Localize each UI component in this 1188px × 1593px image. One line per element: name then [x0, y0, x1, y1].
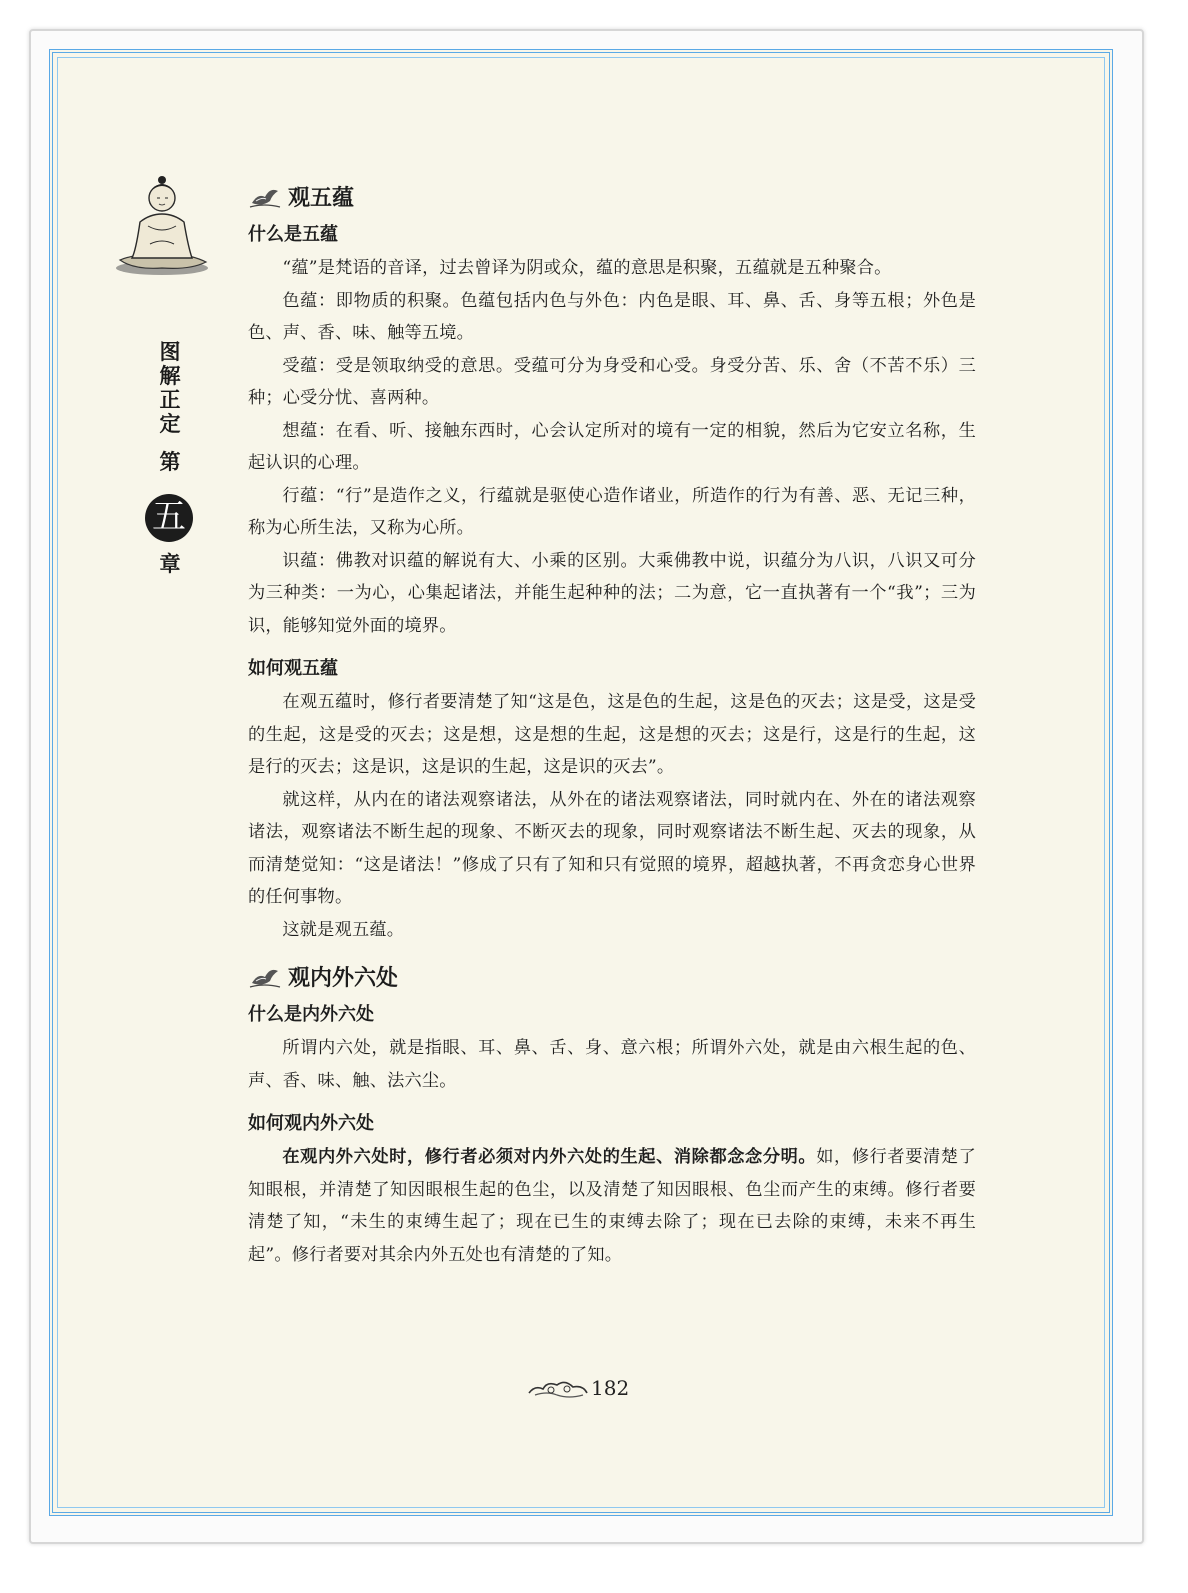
buddha-illustration-icon: [110, 160, 214, 278]
paragraph: 色蕴：即物质的积聚。色蕴包括内色与外色：内色是眼、耳、鼻、舌、身等五根；外色是色、声、香、味、触等五境。: [248, 290, 976, 343]
page-number-text: 182: [591, 1376, 630, 1400]
paragraph: 就这样，从内在的诸法观察诸法，从外在的诸法观察诸法，同时就内在、外在的诸法观察诸法，观察诸法不断生起的现象、不断灭去的现象，同时观察诸法不断生起、灭去的现象，从而清楚觉知：“这是诸法！”修成了只有了知和只有觉照的境界，超越执著，不再贪恋身心世界的任何事物。: [248, 789, 976, 907]
paragraph: 这就是观五蕴。: [282, 919, 405, 940]
paragraph: 在观五蕴时，修行者要清楚了知“这是色，这是色的生起，这是色的灭去；这是受，这是受的生起，这是受的灭去；这是想，这是想的生起，这是想的灭去；这是行，这是行的生起，这是行的灭去；这是识，这是识的生起，这是识的灭去”。: [248, 692, 976, 777]
main-text-column: [248, 176, 976, 1271]
lotus-icon: [248, 183, 282, 209]
subsection-title: 如何观内外六处: [248, 1113, 374, 1134]
paragraph: 想蕴：在看、听、接触东西时，心会认定所对的境有一定的相貌，然后为它安立名称，生起认识的心理。: [248, 420, 976, 473]
paragraph-rest: 如，修行者要清楚了知眼根，并清楚了知因眼根生起的色尘，以及清楚了知因眼根、色尘而产生的束缚。修行者要清楚了知，“未生的束缚生起了；现在已生的束缚去除了；现在已去除的束缚，未来不再生起”。修行者要对其余内外五处也有清楚的了知。: [248, 1147, 976, 1265]
side-series-char: 正: [159, 388, 181, 412]
side-series-title: [150, 340, 190, 474]
paragraph: 识蕴：佛教对识蕴的解说有大、小乘的区别。大乘佛教中说，识蕴分为八识，八识又可分为三种类：一为心，心集起诸法，并能生起种种的法；二为意，它一直执著有一个“我”；三为识，能够知觉外面的境界。: [248, 550, 976, 636]
side-chapter-prefix: 第: [159, 450, 181, 474]
side-series-char: 图: [159, 340, 181, 364]
subsection-title: 什么是五蕴: [248, 224, 338, 245]
side-series-char: 定: [159, 412, 181, 436]
side-series-char: 解: [159, 364, 181, 388]
cloud-icon: [527, 1375, 589, 1401]
side-chapter-suffix: 章: [159, 552, 181, 576]
section-title: [248, 956, 976, 996]
paragraph: “蕴”是梵语的音译，过去曾译为阴或众，蕴的意思是积聚，五蕴就是五种聚合。: [282, 258, 892, 278]
paragraph: 受蕴：受是领取纳受的意思。受蕴可分为身受和心受。身受分苦、乐、舍（不苦不乐）三种；心受分忧、喜两种。: [248, 355, 976, 408]
section-title-text: 观五蕴: [288, 184, 355, 211]
paragraph: 行蕴：“行”是造作之义，行蕴就是驱使心造作诸业，所造作的行为有善、恶、无记三种，称为心所生法，又称为心所。: [248, 485, 976, 538]
section-title: [248, 176, 976, 216]
chapter-number-badge: 五: [145, 494, 193, 542]
bold-lead-text: 在观内外六处时，修行者必须对内外六处的生起、消除都念念分明。: [282, 1147, 817, 1167]
subsection-title: 如何观五蕴: [248, 658, 338, 679]
paragraph: 所谓内六处，就是指眼、耳、鼻、舌、身、意六根；所谓外六处，就是由六根生起的色、声、香、味、触、法六尘。: [248, 1038, 976, 1091]
lotus-icon: [248, 963, 282, 989]
page-number: [527, 1372, 629, 1404]
section-title-text: 观内外六处: [288, 964, 399, 991]
subsection-title: 什么是内外六处: [248, 1004, 374, 1025]
paragraph: [248, 1141, 976, 1271]
